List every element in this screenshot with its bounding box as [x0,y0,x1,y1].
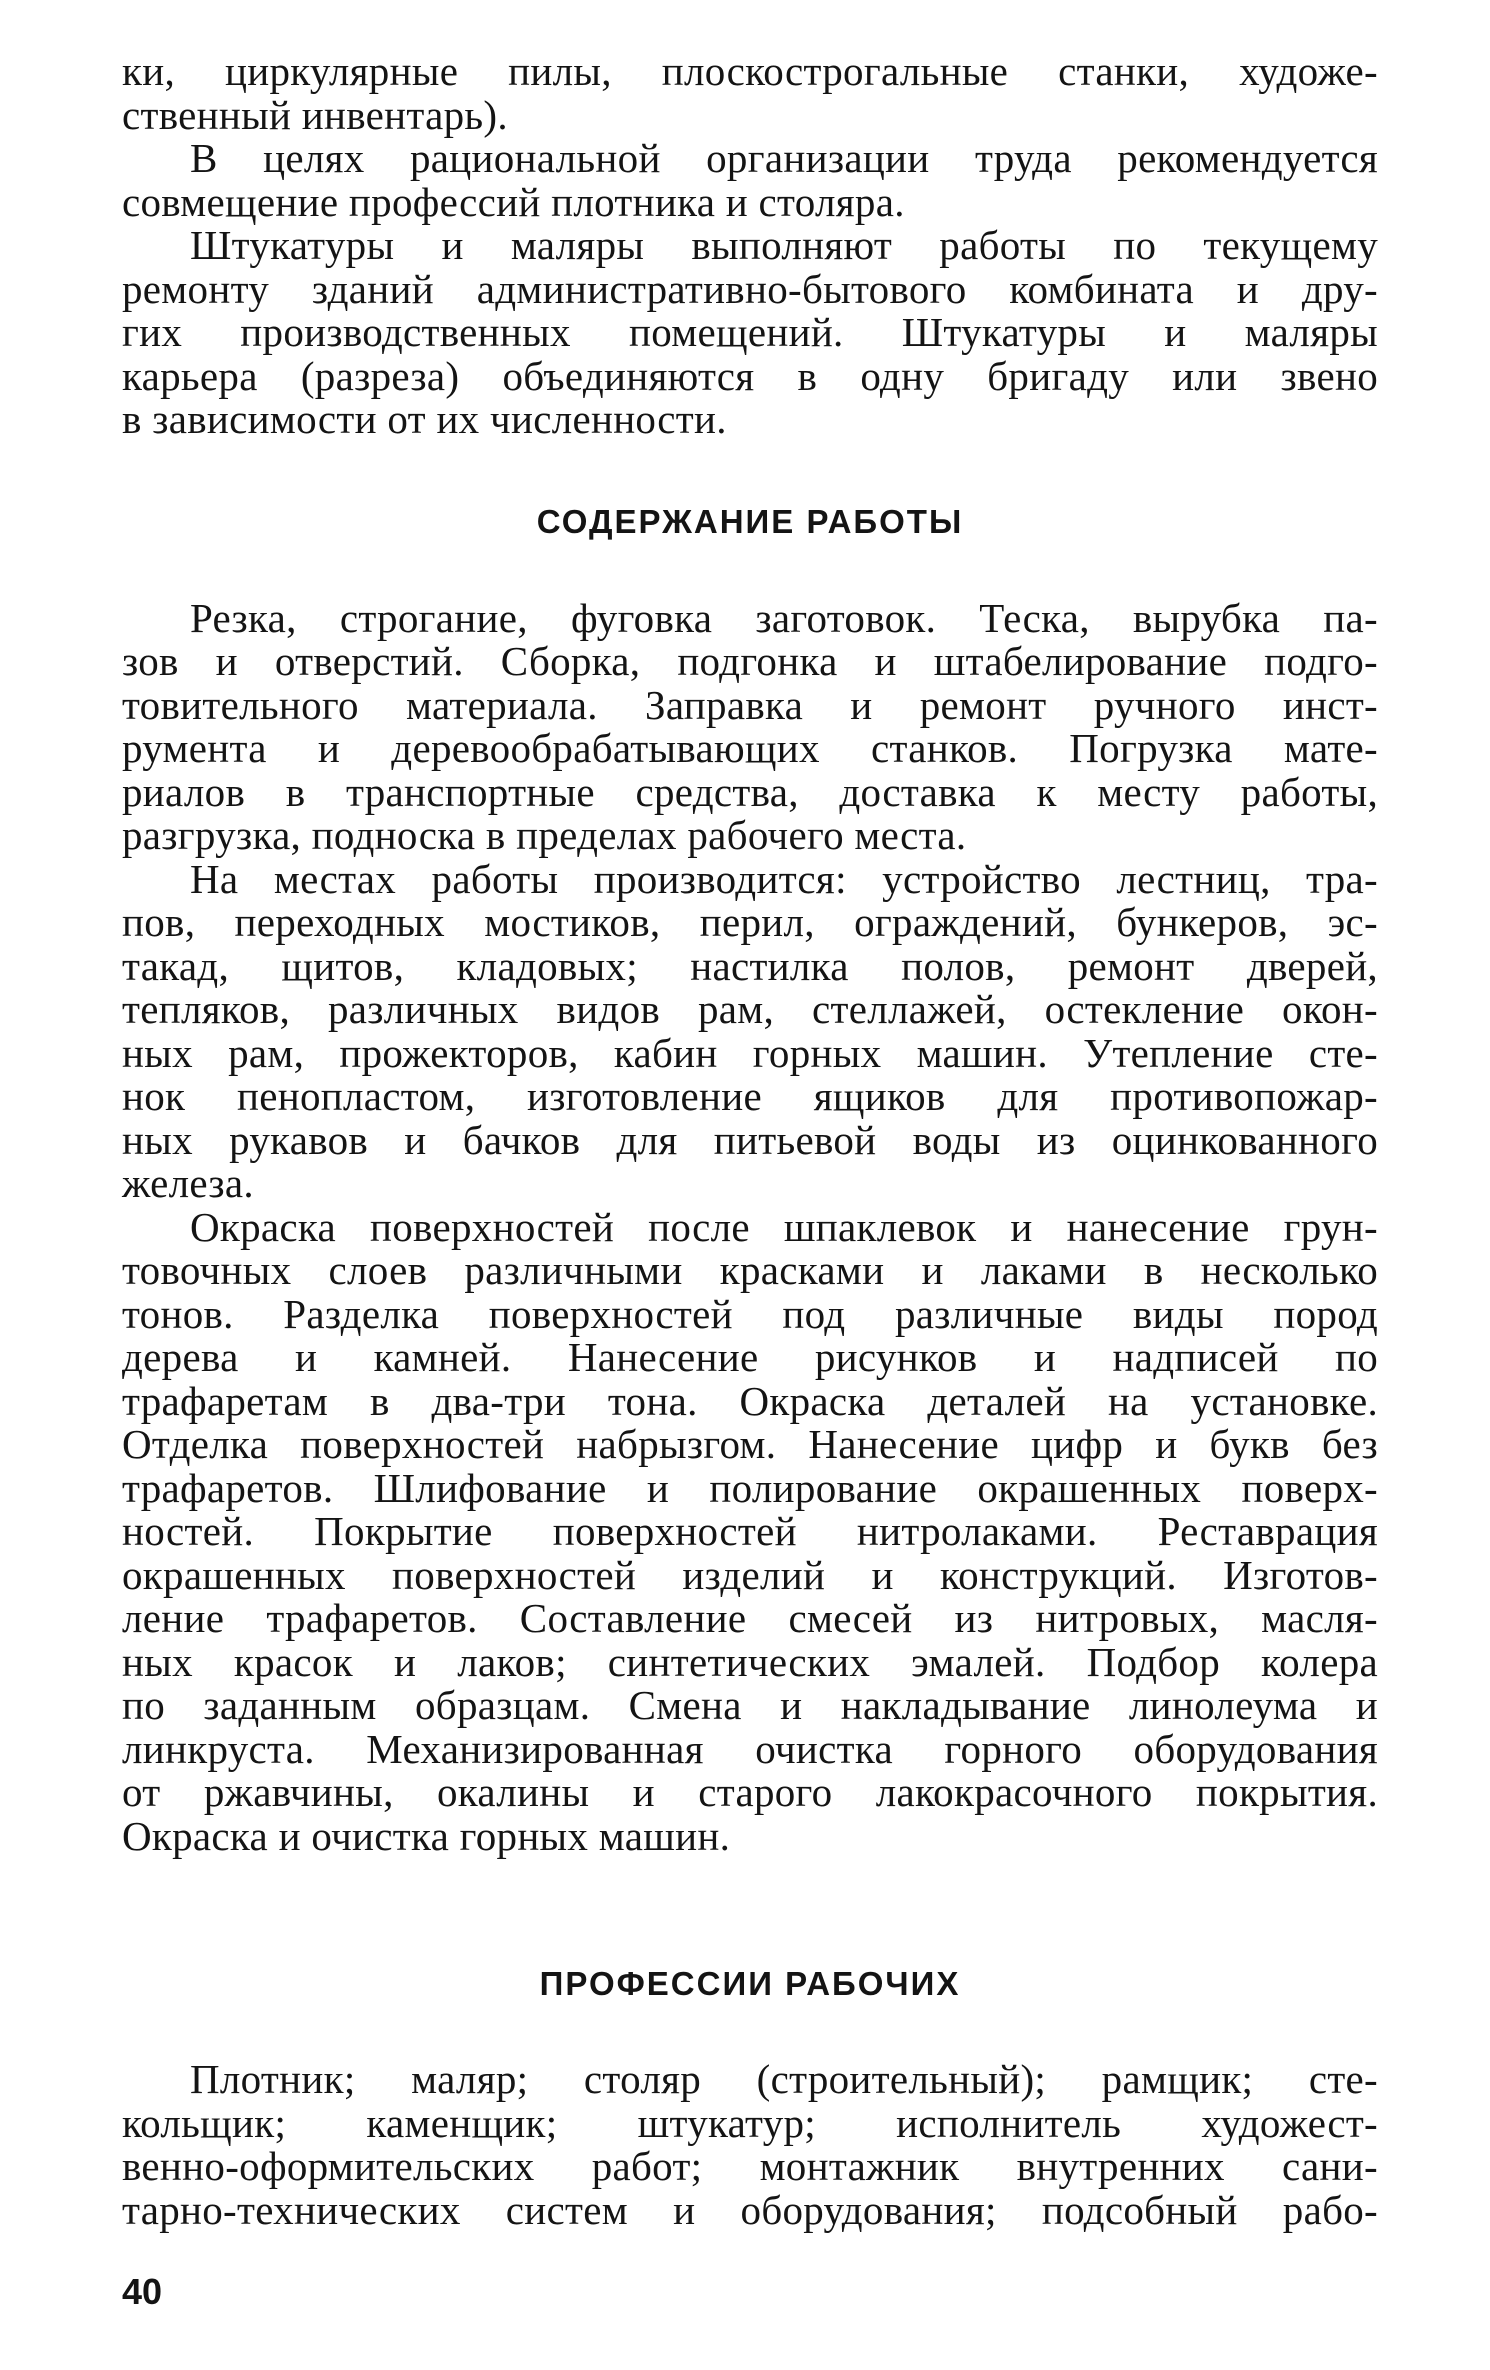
text-line: по заданным образцам. Смена и накладывание линолеума и [122,1682,1378,1728]
text-line: товочных слоев различными красками и лаками в несколько [122,1247,1378,1293]
text-line: товительного материала. Заправка и ремонт ручного инст- [122,681,1378,728]
text-line: риалов в транспортные средства, доставка к месту работы, [122,768,1378,815]
text-line: карьера (разреза) объединяются в одну бригаду или звено [122,352,1378,399]
text-line: гих производственных помещений. Штукатуры и маляры [122,309,1378,355]
paragraph-tools-continued [122,50,1378,137]
text-line: линкруста. Механизированная очистка горного оборудования [122,1725,1378,1772]
text-line: тарно-технических систем и оборудования; подсобный рабо- [122,2186,1378,2233]
text-line: Окраска и очистка горных машин. [122,1812,731,1859]
text-line: ственный инвентарь). [122,91,508,138]
text-line: В целях рациональной организации труда рекомендуется [190,135,1378,181]
paragraph-painting [122,1203,1378,1859]
text-line: ностей. Покрытие поверхностей нитролаками. Реставрация [122,1508,1378,1554]
text-line: ление трафаретов. Составление смесей из нитровых, масля- [122,1595,1378,1641]
paragraph-on-site-work [122,855,1378,1206]
section-heading-work-content: СОДЕРЖАНИЕ РАБОТЫ [536,502,964,540]
text-line: тонов. Разделка поверхностей под различные виды пород [122,1290,1378,1337]
text-line: от ржавчины, окалины и старого лакокрасочного покрытия. [122,1769,1378,1815]
text-line: совмещение профессий плотника и столяра. [122,178,905,225]
text-line: трафаретам в два-три тона. Окраска деталей на установке. [122,1377,1378,1424]
text-line: венно-оформительских работ; монтажник внутренних сани- [122,2143,1378,2189]
paragraph-profession-combination [122,137,1378,224]
text-column [122,50,1378,2232]
text-line: железа. [122,1160,254,1206]
paragraph-woodwork [122,594,1378,858]
text-line: пов, переходных мостиков, перил, ограждений, бункеров, эс- [122,899,1378,945]
paragraph-plasterers-painters [122,224,1378,442]
text-line: Штукатуры и маляры выполняют работы по текущему [190,222,1378,268]
text-line: трафаретов. Шлифование и полирование окрашенных поверх- [122,1464,1378,1511]
text-line: дерева и камней. Нанесение рисунков и надписей по [122,1334,1378,1380]
text-line: На местах работы производится: устройство лестниц, тра- [190,855,1378,902]
text-line: нок пенопластом, изготовление ящиков для противопожар- [122,1073,1378,1119]
text-line: Резка, строгание, фуговка заготовок. Теска, вырубка па- [190,594,1378,641]
text-line: зов и отверстий. Сборка, подгонка и штабелирование подго- [122,638,1378,684]
text-line: разгрузка, подноска в пределах рабочего места. [122,812,967,858]
text-line: ремонту зданий административно-бытового комбината и дру- [122,265,1378,312]
text-line: румента и деревообрабатывающих станков. Погрузка мате- [122,725,1378,771]
text-line: ных красок и лаков; синтетических эмалей. Подбор колера [122,1638,1378,1685]
text-line: ных рукавов и бачков для питьевой воды из оцинкованного [122,1116,1378,1163]
text-line: Плотник; маляр; столяр (строительный); рамщик; сте- [190,2056,1378,2102]
text-line: кольщик; каменщик; штукатур; исполнитель художест- [122,2099,1378,2146]
paragraph-professions-list [122,2058,1378,2232]
page-number: 40 [122,2271,163,2312]
text-line: тепляков, различных видов рам, стеллажей, остекление окон- [122,986,1378,1032]
text-line: такад, щитов, кладовых; настилка полов, ремонт дверей, [122,942,1378,989]
text-line: Отделка поверхностей набрызгом. Нанесение цифр и букв без [122,1421,1378,1467]
text-line: окрашенных поверхностей изделий и конструкций. Изготов- [122,1551,1378,1598]
text-line: ки, циркулярные пилы, плоскострогальные станки, художе- [122,48,1378,94]
text-line: Окраска поверхностей после шпаклевок и нанесение грун- [190,1203,1378,1250]
text-line: ных рам, прожекторов, кабин горных машин. Утепление сте- [122,1029,1378,1076]
section-heading-worker-professions: ПРОФЕССИИ РАБОЧИХ [539,1965,961,2002]
text-line: в зависимости от их численности. [122,396,727,442]
